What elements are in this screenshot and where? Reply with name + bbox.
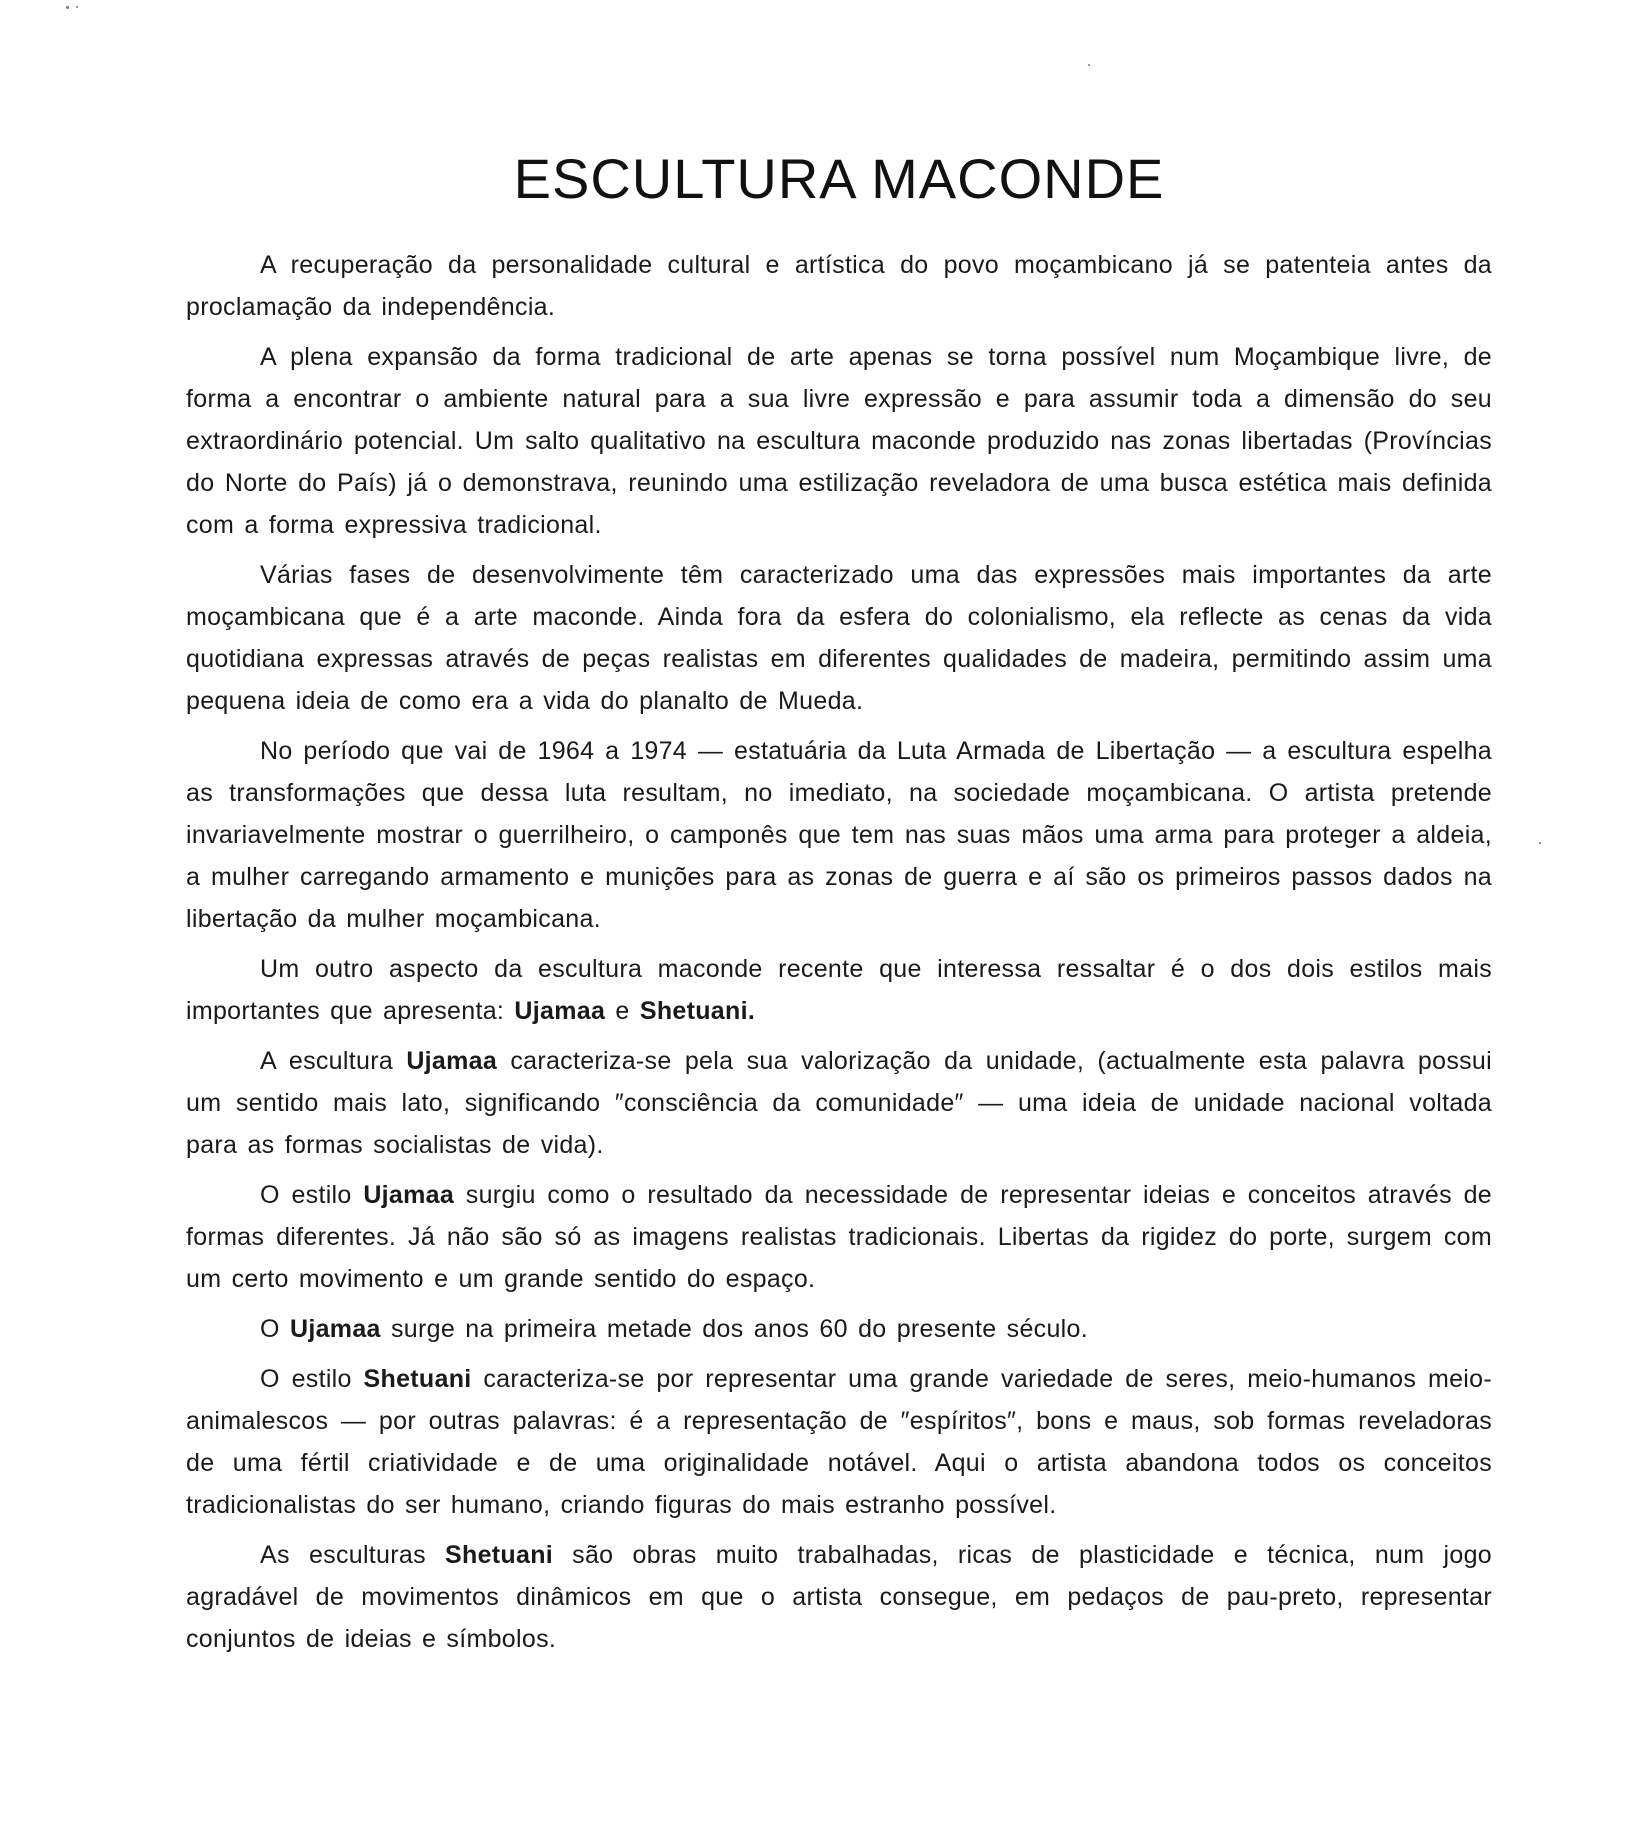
paragraph (186, 554, 1492, 722)
paragraph (186, 730, 1492, 940)
paragraph (186, 948, 1492, 1032)
document-page (186, 148, 1492, 1668)
text-run: O (260, 1314, 290, 1343)
paragraph (186, 1040, 1492, 1166)
text-run: A plena expansão da forma tradicional de arte apenas se torna possível num Moçambique livre, de forma a encontrar o ambiente natural para a sua livre expressão e para assumir toda a dimensão do seu extraordinário potencial. Um salto qualitativo na escultura maconde produzido nas zonas libertadas (Províncias do Norte do País) já o demonstrava, reunindo uma estilização reveladora de uma busca estética mais definida com a forma expressiva tradicional. (186, 342, 1492, 539)
paragraph (186, 1358, 1492, 1526)
bold-term: Shetuani. (639, 996, 756, 1025)
scan-speck (1088, 64, 1090, 66)
scan-speck (76, 6, 78, 8)
scan-speck (1539, 842, 1541, 844)
text-run: caracteriza-se por representar uma grande variedade de seres, meio-humanos meio-animalescos — por outras palavras: é a representação de ″espíritos″, bons e maus, sob formas reveladoras de uma fértil criatividade e de uma originalidade notável. Aqui o artista abandona todos os conceitos tradicionalistas do ser humano, criando figuras do mais estranho possível. (186, 1364, 1492, 1519)
paragraph (186, 1308, 1492, 1350)
text-run: surge na primeira metade dos anos 60 do presente século. (380, 1314, 1088, 1343)
text-run: O estilo (260, 1180, 364, 1209)
paragraph (186, 1534, 1492, 1660)
bold-term: Ujamaa (363, 1180, 455, 1209)
document-body (186, 244, 1492, 1660)
paragraph (186, 1174, 1492, 1300)
bold-term: Shetuani (445, 1540, 554, 1569)
paragraph (186, 336, 1492, 546)
text-run: surgiu como o resultado da necessidade de representar ideias e conceitos através de formas diferentes. Já não são só as imagens realistas tradicionais. Libertas da rigidez do porte, surgem com um certo movimento e um grande sentido do espaço. (186, 1180, 1492, 1293)
paragraph (186, 244, 1492, 328)
text-run: Um outro aspecto da escultura maconde recente que interessa ressaltar é o dos dois estilos mais importantes que apresenta: (186, 954, 1492, 1025)
bold-term: Shetuani (363, 1364, 472, 1393)
text-run: caracteriza-se pela sua valorização da unidade, (actualmente esta palavra possui um sentido mais lato, significando ″consciência da comunidade″ — uma ideia de unidade nacional voltada para as formas socialistas de vida). (186, 1046, 1492, 1159)
text-run: são obras muito trabalhadas, ricas de plasticidade e técnica, num jogo agradável de movimentos dinâmicos em que o artista consegue, em pedaços de pau-preto, representar conjuntos de ideias e símbolos. (186, 1540, 1492, 1653)
bold-term: Ujamaa (290, 1314, 381, 1343)
bold-term: Ujamaa (514, 996, 606, 1025)
text-run: O estilo (260, 1364, 364, 1393)
text-run: No período que vai de 1964 a 1974 — estatuária da Luta Armada de Libertação — a escultura espelha as transformações que dessa luta resultam, no imediato, na sociedade moçambicana. O artista pretende invariavelmente mostrar o guerrilheiro, o camponês que tem nas suas mãos uma arma para proteger a aldeia, a mulher carregando armamento e munições para as zonas de guerra e aí são os primeiros passos dados na libertação da mulher moçambicana. (186, 736, 1492, 933)
text-run: A recuperação da personalidade cultural e artística do povo moçambicano já se patenteia antes da proclamação da independência. (186, 250, 1492, 321)
text-run: A escultura (260, 1046, 407, 1075)
text-run: As esculturas (260, 1540, 446, 1569)
bold-term: Ujamaa (406, 1046, 498, 1075)
scan-speck (66, 6, 69, 9)
document-title: ESCULTURA MACONDE (513, 147, 1165, 210)
text-run: Várias fases de desenvolvimente têm caracterizado uma das expressões mais importantes da arte moçambicana que é a arte maconde. Ainda fora da esfera do colonialismo, ela reflecte as cenas da vida quotidiana expressas através de peças realistas em diferentes qualidades de madeira, permitindo assim uma pequena ideia de como era a vida do planalto de Mueda. (186, 560, 1492, 715)
text-run: e (605, 996, 640, 1025)
